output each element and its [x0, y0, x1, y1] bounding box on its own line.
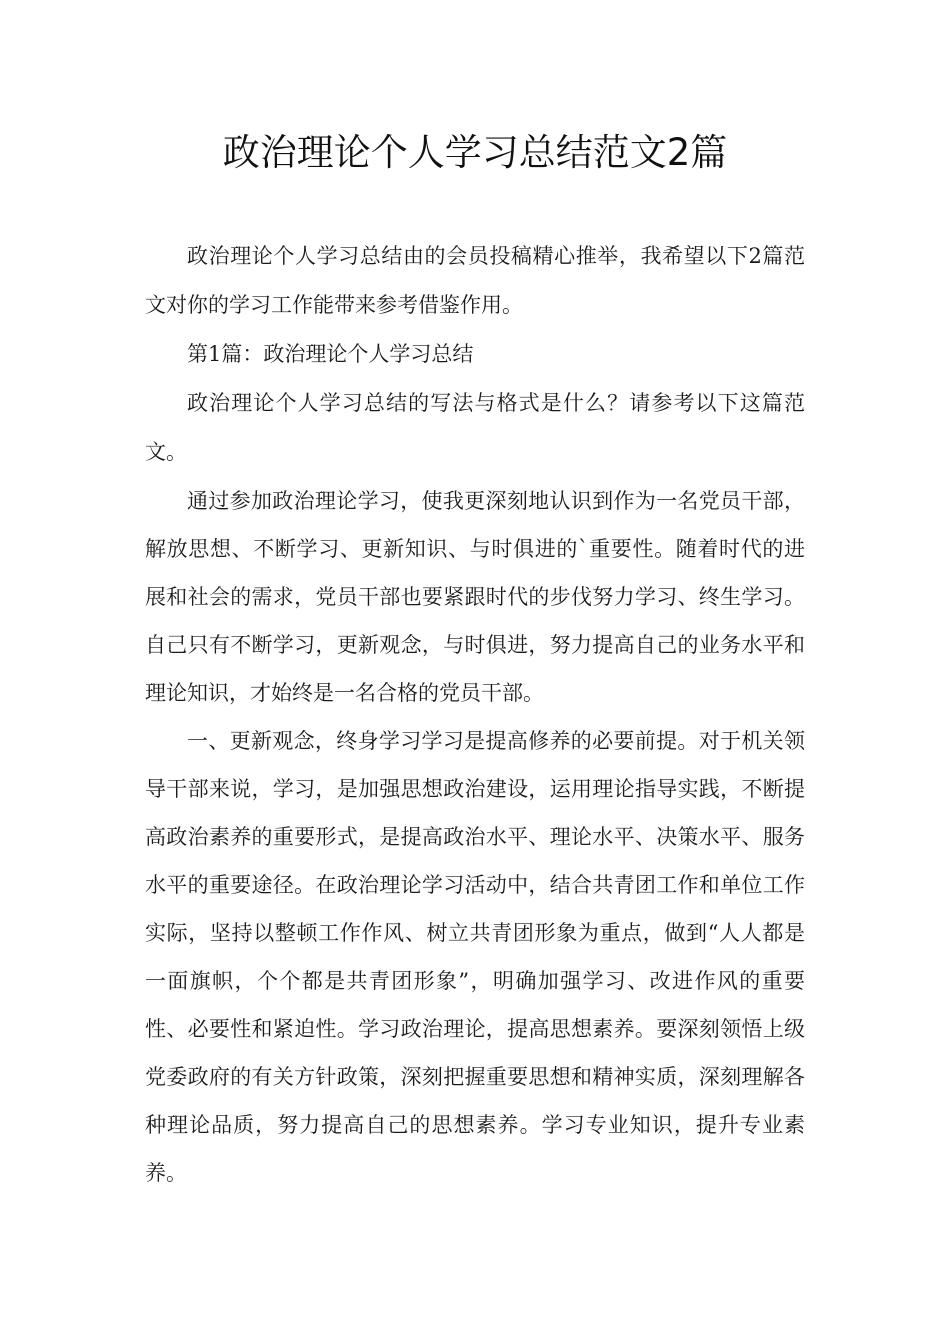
document-body [145, 232, 805, 1197]
intro-paragraph: 政治理论个人学习总结由的会员投稿精心推举，我希望以下2篇范文对你的学习工作能带来参考借鉴作用。 [145, 244, 805, 317]
section-heading: 第1篇：政治理论个人学习总结 [187, 342, 474, 366]
body-paragraph: 通过参加政治理论学习，使我更深刻地认识到作为一名党员干部，解放思想、不断学习、更新知识、与时俱进的`重要性。随着时代的进展和社会的需求，党员干部也要紧跟时代的步伐努力学习、终生学习。自己只有不断学习，更新观念，与时俱进，努力提高自己的业务水平和理论知识，才始终是一名合格的党员干部。 [145, 489, 805, 705]
question-paragraph: 政治理论个人学习总结的写法与格式是什么？请参考以下这篇范文。 [145, 391, 805, 464]
document-title: 政治理论个人学习总结范文2篇 [222, 131, 728, 174]
body-paragraph: 一、更新观念，终身学习学习是提高修养的必要前提。对于机关领导干部来说，学习，是加强思想政治建设，运用理论指导实践，不断提高政治素养的重要形式，是提高政治水平、理论水平、决策水平、服务水平的重要途径。在政治理论学习活动中，结合共青团工作和单位工作实际，坚持以整顿工作作风、树立共青团形象为重点，做到“人人都是一面旗帜，个个都是共青团形象”，明确加强学习、改进作风的重要性、必要性和紧迫性。学习政治理论，提高思想素养。要深刻领悟上级党委政府的有关方针政策，深刻把握重要思想和精神实质，深刻理解各种理论品质，努力提高自己的思想素养。学习专业知识，提升专业素养。 [145, 729, 805, 1185]
